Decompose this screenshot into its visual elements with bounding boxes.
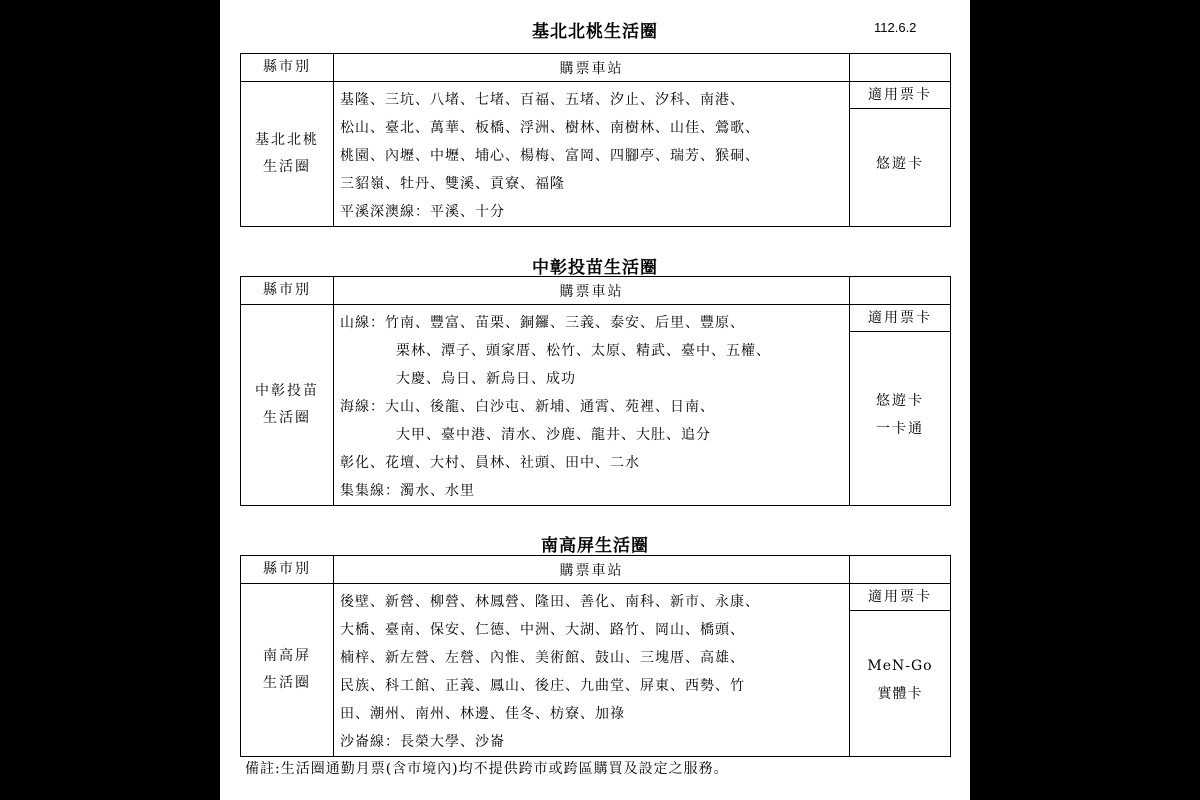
stations-header: 購票車站 xyxy=(334,277,850,305)
table-row xyxy=(241,305,951,506)
card-header: 適用票卡 xyxy=(850,584,950,611)
stations-cell xyxy=(334,82,850,227)
pass-table xyxy=(240,555,951,757)
station-line: 栗林、潭子、頭家厝、松竹、太原、精武、臺中、五權、 xyxy=(396,343,771,359)
pass-table xyxy=(240,53,951,227)
stations-cell xyxy=(334,584,850,757)
station-line: 大慶、烏日、新烏日、成功 xyxy=(396,371,576,387)
pass-table xyxy=(240,276,951,506)
table-header-row xyxy=(241,277,951,305)
station-line: 海線：大山、後龍、白沙屯、新埔、通霄、苑裡、日南、 xyxy=(340,399,715,415)
station-line: 松山、臺北、萬華、板橋、浮洲、樹林、南樹林、山佳、鶯歌、 xyxy=(340,120,760,136)
table-header-row xyxy=(241,54,951,82)
stations-header: 購票車站 xyxy=(334,556,850,584)
section-title: 南高屏生活圈 xyxy=(541,536,649,556)
document-page xyxy=(220,0,970,800)
station-line: 集集線：濁水、水里 xyxy=(340,483,475,499)
station-line: 大橋、臺南、保安、仁德、中洲、大湖、路竹、岡山、橋頭、 xyxy=(340,622,745,638)
card-cell: MeN-Go 實體卡 xyxy=(867,657,933,702)
section-title: 中彰投苗生活圈 xyxy=(532,258,658,278)
county-header: 縣市別 xyxy=(241,556,334,584)
section-title: 基北北桃生活圈 xyxy=(532,22,658,42)
card-header: 適用票卡 xyxy=(850,305,950,332)
station-line: 沙崙線：長榮大學、沙崙 xyxy=(340,734,505,750)
county-cell: 中彰投苗 生活圈 xyxy=(241,305,334,506)
card-cell: 悠遊卡 xyxy=(876,155,924,172)
station-line: 田、潮州、南州、林邊、佳冬、枋寮、加祿 xyxy=(340,706,625,722)
station-line: 平溪深澳線：平溪、十分 xyxy=(340,204,505,220)
card-header: 適用票卡 xyxy=(850,82,950,109)
stations-cell xyxy=(334,305,850,506)
table-header-row xyxy=(241,556,951,584)
stations-header: 購票車站 xyxy=(334,54,850,82)
station-line: 桃園、內壢、中壢、埔心、楊梅、富岡、四腳亭、瑞芳、猴硐、 xyxy=(340,148,760,164)
table-row xyxy=(241,82,951,227)
station-line: 基隆、三坑、八堵、七堵、百福、五堵、汐止、汐科、南港、 xyxy=(340,92,745,108)
county-header: 縣市別 xyxy=(241,277,334,305)
station-line: 彰化、花壇、大村、員林、社頭、田中、二水 xyxy=(340,455,640,471)
document-date: 112.6.2 xyxy=(874,20,917,35)
county-cell: 南高屏 生活圈 xyxy=(241,584,334,757)
table-row xyxy=(241,584,951,757)
footnote: 備註:生活圈通勤月票(含市境內)均不提供跨市或跨區購買及設定之服務。 xyxy=(245,761,729,777)
station-line: 三貂嶺、牡丹、雙溪、貢寮、福隆 xyxy=(340,176,565,192)
county-cell: 基北北桃 生活圈 xyxy=(241,82,334,227)
station-line: 民族、科工館、正義、鳳山、後庄、九曲堂、屏東、西勢、竹 xyxy=(340,678,745,694)
station-line: 後壁、新營、柳營、林鳳營、隆田、善化、南科、新市、永康、 xyxy=(340,594,760,610)
station-line: 山線：竹南、豐富、苗栗、銅鑼、三義、泰安、后里、豐原、 xyxy=(340,315,745,331)
station-line: 大甲、臺中港、清水、沙鹿、龍井、大肚、追分 xyxy=(396,427,711,443)
station-line: 楠梓、新左營、左營、內惟、美術館、鼓山、三塊厝、高雄、 xyxy=(340,650,745,666)
county-header: 縣市別 xyxy=(241,54,334,82)
card-cell: 悠遊卡 一卡通 xyxy=(876,392,924,437)
